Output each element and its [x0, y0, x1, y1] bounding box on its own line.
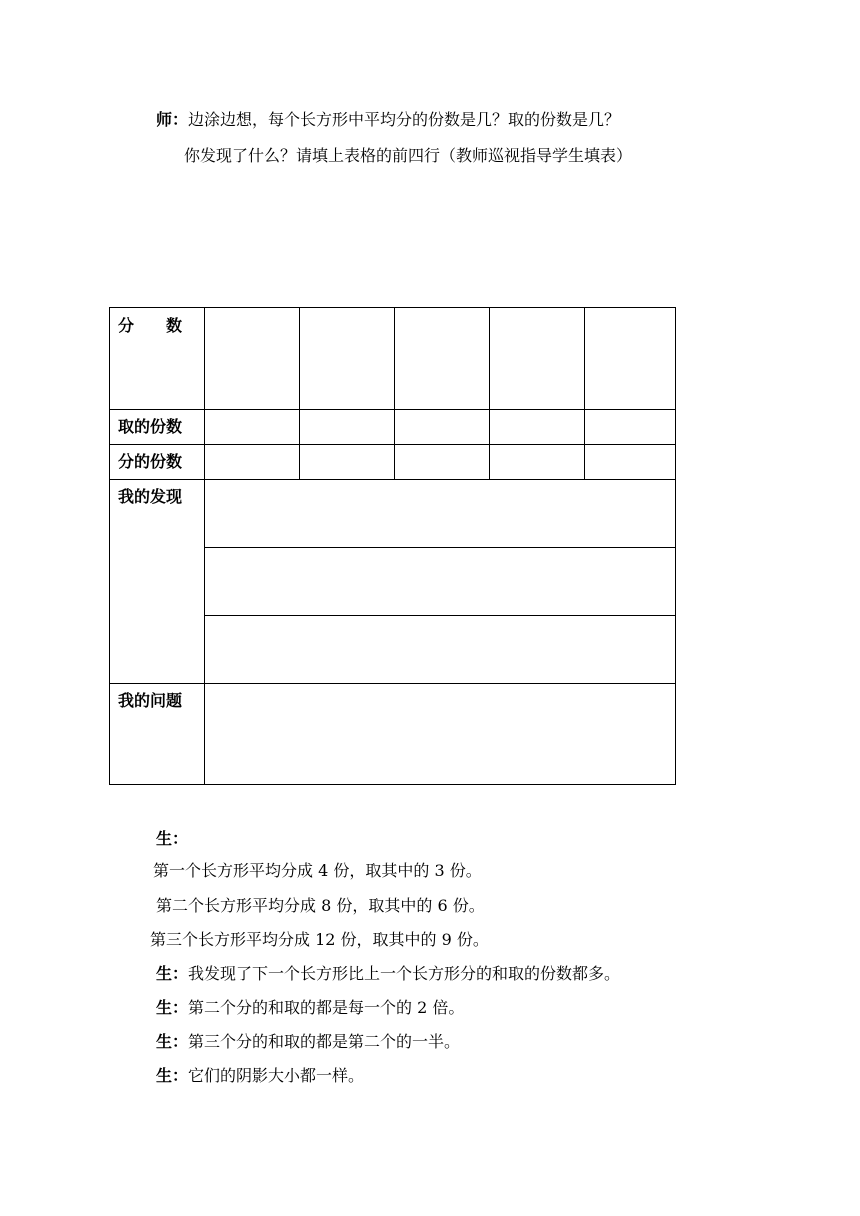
row-label-fraction: 分 数: [118, 316, 183, 335]
fraction-cell-3[interactable]: [395, 308, 489, 409]
student-speaker-label: 生：: [156, 1032, 189, 1051]
student-speaker-label: 生：: [156, 1066, 189, 1085]
student-statement-1: [156, 964, 620, 984]
teacher-prompt-line-2: 你发现了什么？请填上表格的前四行（教师巡视指导学生填表）: [184, 146, 633, 165]
worksheet-table: [109, 307, 676, 785]
row-label-divided-parts: 分的份数: [118, 452, 183, 471]
row-label-my-question: 我的问题: [118, 691, 183, 710]
student-statement-4: [156, 1066, 364, 1086]
table-row-divider: [110, 409, 675, 410]
discovery-cell-1[interactable]: [205, 480, 675, 547]
student-statement-text: 第二个分的和取的都是每一个的 2 倍。: [188, 998, 465, 1017]
row-label-my-discovery: 我的发现: [118, 487, 183, 506]
student-speaker-label: 生：: [156, 964, 189, 983]
fraction-cell-1[interactable]: [205, 308, 299, 409]
student-statement-text: 第三个分的和取的都是第二个的一半。: [188, 1032, 461, 1051]
teacher-prompt-text-1: 边涂边想，每个长方形中平均分的份数是几？取的份数是几？: [188, 110, 621, 129]
student-speaker-label: 生：: [156, 829, 189, 848]
fraction-cell-4[interactable]: [490, 308, 584, 409]
teacher-prompt-line-1: [156, 110, 620, 130]
row-label-taken-parts: 取的份数: [118, 417, 183, 436]
discovery-cell-3[interactable]: [205, 616, 675, 683]
student-statement-2: [156, 998, 464, 1018]
student-answer-line-2: 第二个长方形平均分成 8 份，取其中的 6 份。: [156, 896, 485, 915]
fraction-cell-2[interactable]: [300, 308, 394, 409]
student-answer-line-3: 第三个长方形平均分成 12 份，取其中的 9 份。: [150, 930, 489, 949]
discovery-cell-2[interactable]: [205, 548, 675, 615]
question-cell[interactable]: [205, 684, 675, 784]
student-speaker-label: 生：: [156, 998, 189, 1017]
teacher-speaker-label: 师：: [156, 110, 189, 129]
fraction-cell-5[interactable]: [585, 308, 675, 409]
table-row-divider: [110, 444, 675, 445]
student-answer-line-1: 第一个长方形平均分成 4 份，取其中的 3 份。: [153, 861, 482, 880]
student-statement-text: 它们的阴影大小都一样。: [188, 1066, 365, 1085]
student-statement-text: 我发现了下一个长方形比上一个长方形分的和取的份数都多。: [188, 964, 621, 983]
student-statement-3: [156, 1032, 460, 1052]
